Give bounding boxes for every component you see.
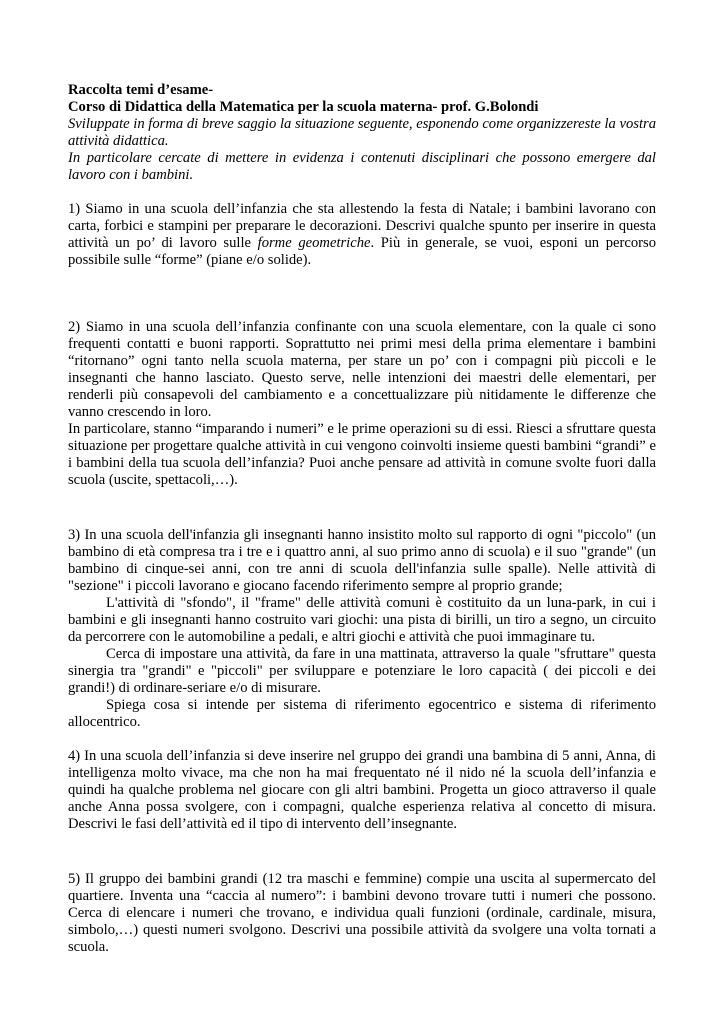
instruction-paragraph-2: In particolare cercate di mettere in evidenza i contenuti disciplinari che possono emergere dal lavoro con i bambini.: [68, 150, 656, 183]
question-3-paragraph-3: Cerca di impostare una attività, da fare in una mattinata, attraverso la quale "sfruttare" questa sinergia tra "grandi" e "piccoli" per sviluppare e potenziare le loro capacità ( dei piccoli e dei grandi!) di ordinare-seriare e/o di misurare.: [68, 646, 656, 696]
document-title: Raccolta temi d’esame-: [68, 82, 214, 98]
question-3-paragraph-2: L'attività di "sfondo", il "frame" delle attività comuni è costituito da un luna-park, in cui i bambini e gli insegnanti hanno costruito vari giochi: una pista di birilli, un tiro a segno, un circuito da percorrere con le automobiline a pedali, e altri giochi e attività che puoi immaginare tu.: [68, 595, 656, 645]
question-4: 4) In una scuola dell’infanzia si deve inserire nel gruppo dei grandi una bambina di 5 anni, Anna, di intelligenza molto vivace, ma che non ha mai frequentato né il nido né la scuola dell’infanzia e quindi ha qualche problema nel giocare con gli altri bambini. Progetta un gioco attraverso il quale anche Anna possa svolgere, con i compagni, qualche esperienza relativa al concetto di misura. Descrivi le fasi dell’attività ed il tipo di intervento dell’insegnante.: [68, 748, 656, 832]
question-1-emphasis: forme geometriche: [257, 235, 371, 251]
question-1: [68, 201, 656, 269]
question-3-paragraph-4: Spiega cosa si intende per sistema di riferimento egocentrico e sistema di riferimento allocentrico.: [68, 697, 656, 730]
instruction-paragraph-1: Sviluppate in forma di breve saggio la situazione seguente, esponendo come organizzereste la vostra attività didattica.: [68, 116, 656, 149]
question-2-paragraph-1: 2) Siamo in una scuola dell’infanzia confinante con una scuola elementare, con la quale ci sono frequenti contatti e buoni rapporti. Soprattutto nei primi mesi della prima elementare i bambini “ritornano” ogni tanto nella scuola materna, per stare un po’ con i compagni più piccoli e le insegnanti che hanno lasciato. Questo serve, nelle intenzioni dei maestri delle elementari, per renderli più consapevoli del cambiamento e a concettualizzare più nitidamente le differenze che vanno crescendo in loro.: [68, 319, 656, 420]
document-page: [68, 82, 656, 956]
course-title: Corso di Didattica della Matematica per la scuola materna- prof. G.Bolondi: [68, 99, 539, 115]
question-1-text-end: . Più in generale, se vuoi, esponi un percorso possibile sulle “forme” (piane e/o solide).: [68, 235, 657, 268]
question-3-paragraph-1: 3) In una scuola dell'infanzia gli insegnanti hanno insistito molto sul rapporto di ogni "piccolo" (un bambino di età compresa tra i tre e i quattro anni, al suo primo anno di scuola) e il suo "grande" (un bambino di cinque-sei anni, con tre anni di scuola dell'infanzia sulle spalle). Nelle attività di "sezione" i piccoli lavorano e giocano facendo riferimento sempre al proprio grande;: [68, 527, 656, 594]
question-1-text-start: 1) Siamo in una scuola dell’infanzia che sta allestendo la festa di Natale; i bambini lavorano con carta, forbici e stampini per preparare le decorazioni. Descrivi qualche spunto per inserire in questa attività un po’ di lavoro sulle: [68, 201, 656, 251]
question-2-paragraph-2: In particolare, stanno “imparando i numeri” e le prime operazioni su di essi. Riesci a sfruttare questa situazione per progettare qualche attività in cui vengono coinvolti insieme questi bambini “grandi” e i bambini della tua scuola dell’infanzia? Puoi anche pensare ad attività in comune svolte fuori dalla scuola (uscite, spettacoli,…).: [68, 421, 656, 488]
question-5: 5) Il gruppo dei bambini grandi (12 tra maschi e femmine) compie una uscita al supermercato del quartiere. Inventa una “caccia al numero”: i bambini devono trovare tutti i numeri che possono. Cerca di elencare i numeri che trovano, e individua quali funzioni (ordinale, cardinale, misura, simbolo,…) questi numeri svolgono. Descrivi una possibile attività da svolgere una volta tornati a scuola.: [68, 871, 656, 955]
